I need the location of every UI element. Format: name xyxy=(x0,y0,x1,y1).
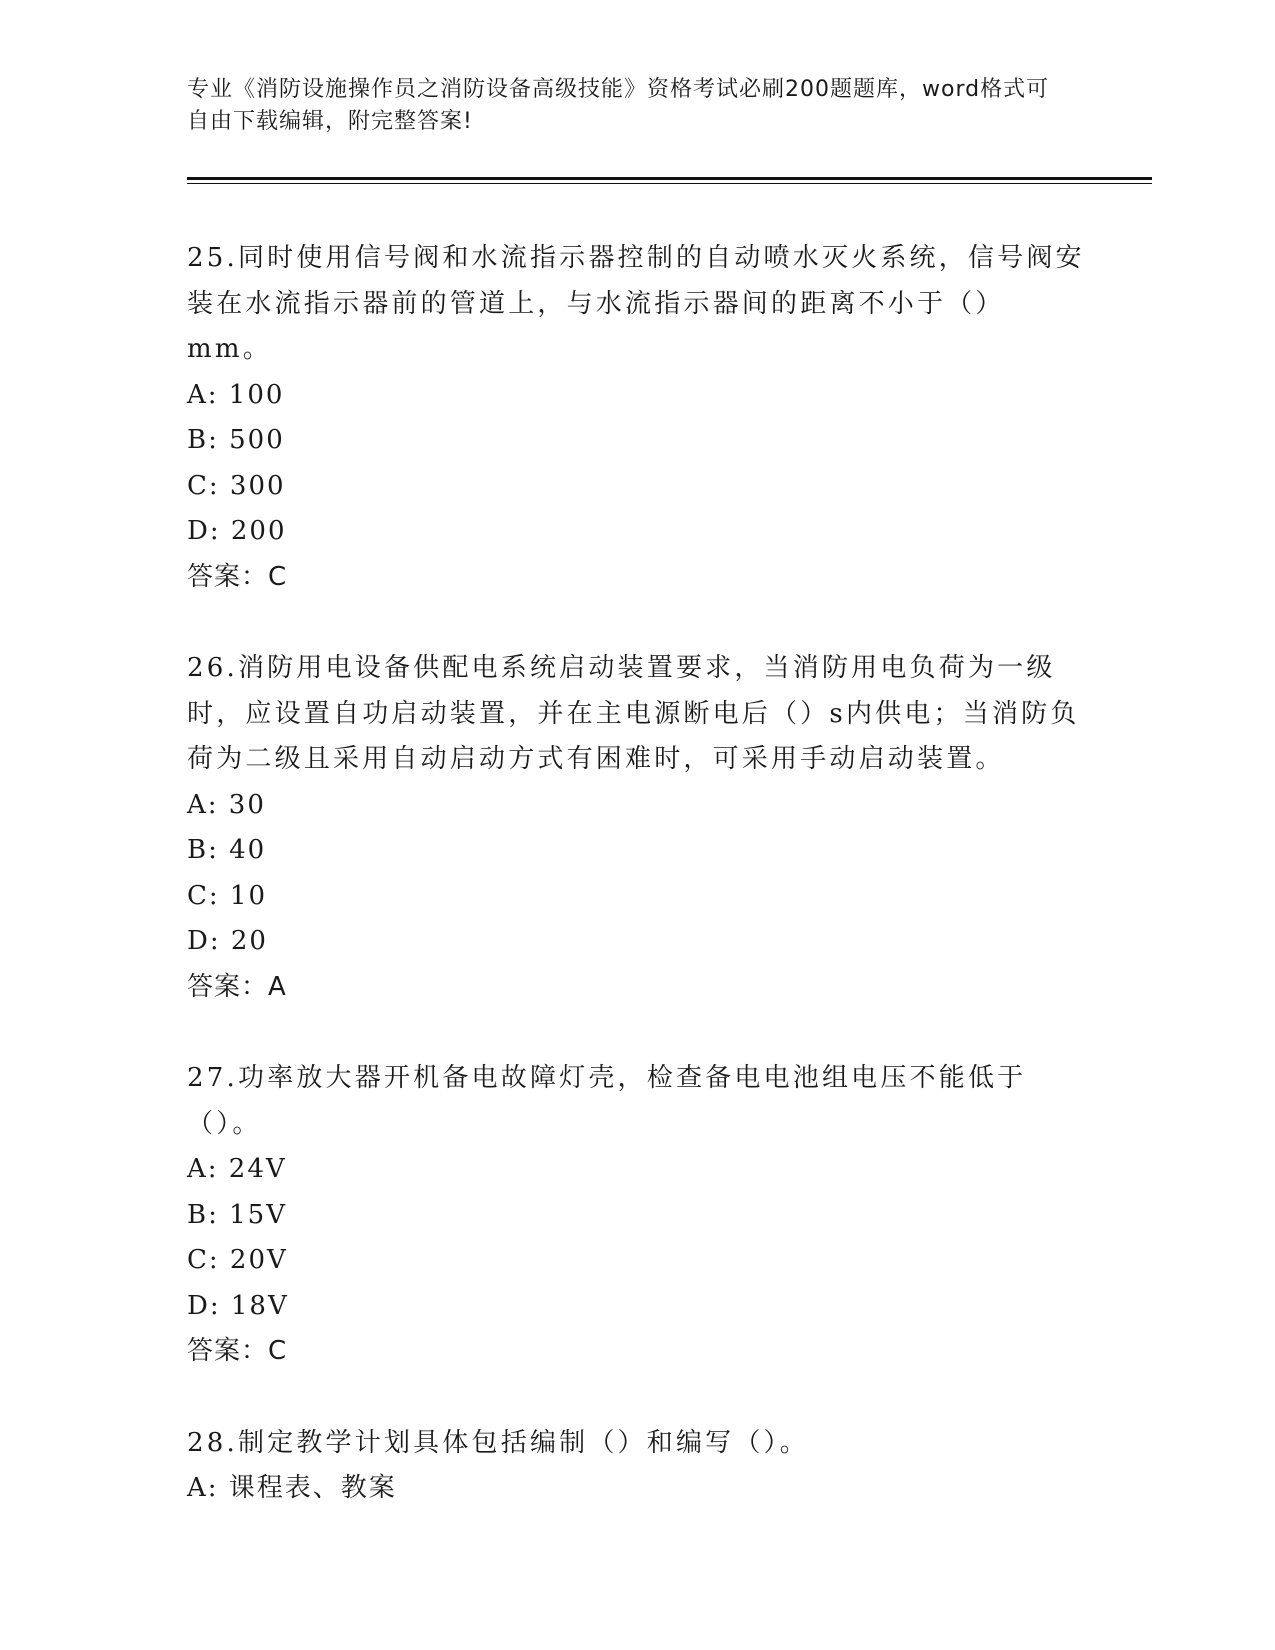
document-header: 专业《消防设施操作员之消防设备高级技能》资格考试必刷200题题库，word格式可自由下载编辑，附完整答案! xyxy=(187,77,1050,134)
question-stem: 25.同时使用信号阀和水流指示器控制的自动喷水灭火系统，信号阀安装在水流指示器前的管道上，与水流指示器间的距离不小于（）mm。 xyxy=(187,243,1085,364)
option-d: D: 20 xyxy=(187,926,268,956)
option-c: C: 10 xyxy=(187,880,268,911)
option-b: B: 40 xyxy=(187,835,267,865)
answer-line: 答案：C xyxy=(187,561,288,592)
question-stem: 26.消防用电设备供配电系统启动装置要求，当消防用电负荷为一级时，应设置自功启动装置，并在主电源断电后（）s内供电；当消防负荷为二级且采用自动启动方式有困难时，可采用手动启动装置。 xyxy=(187,653,1080,774)
question-list xyxy=(187,236,1087,1558)
option-a: A: 100 xyxy=(187,379,285,410)
question-stem: 28.制定教学计划具体包括编制（）和编写（）。 xyxy=(187,1427,809,1458)
question-25 xyxy=(187,236,1087,600)
question-28 xyxy=(187,1421,1087,1512)
option-b: B: 15V xyxy=(187,1199,287,1230)
option-a: A: 24V xyxy=(187,1154,287,1184)
question-stem: 27.功率放大器开机备电故障灯壳，检查备电电池组电压不能低于（）。 xyxy=(187,1063,1027,1139)
option-c: C: 20V xyxy=(187,1245,288,1275)
option-c: C: 300 xyxy=(187,470,286,501)
option-d: D: 18V xyxy=(187,1290,289,1321)
header-divider-thick xyxy=(187,177,1152,180)
option-a: A: 课程表、教案 xyxy=(187,1473,397,1503)
question-27 xyxy=(187,1056,1087,1375)
answer-line: 答案：A xyxy=(187,971,287,1002)
question-26 xyxy=(187,646,1087,1010)
option-d: D: 200 xyxy=(187,516,287,546)
header-divider-thin xyxy=(187,183,1152,184)
answer-line: 答案：C xyxy=(187,1336,288,1366)
option-a: A: 30 xyxy=(187,789,266,820)
option-b: B: 500 xyxy=(187,425,285,455)
